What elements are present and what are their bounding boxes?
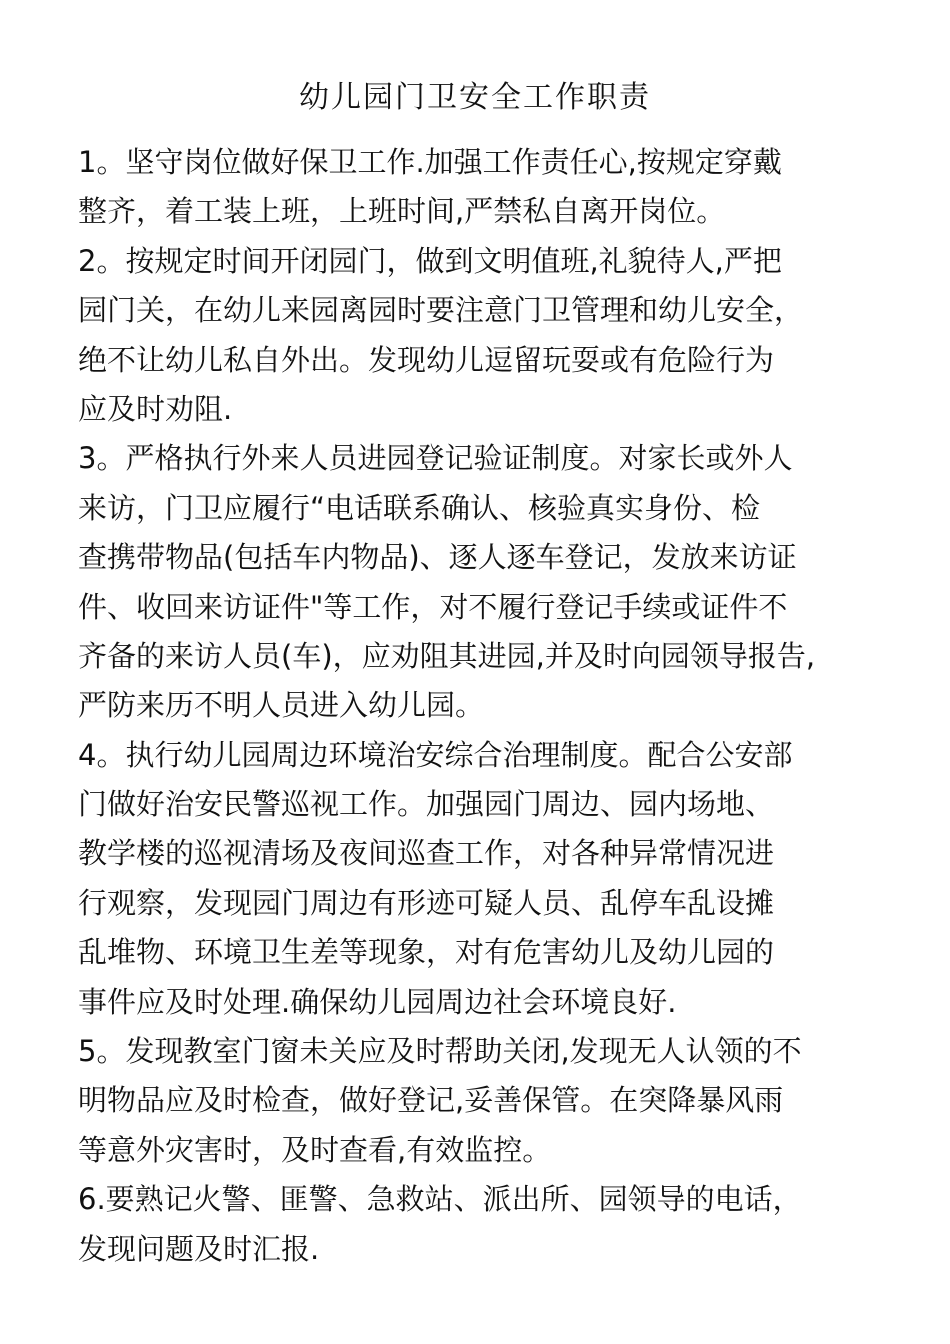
text-line: 等意外灾害时，及时查看,有效监控。 [78, 1132, 552, 1167]
text-line: 门做好治安民警巡视工作。加强园门周边、园内场地、 [78, 787, 775, 822]
document-body [78, 138, 898, 1274]
text-line: 事件应及时处理.确保幼儿园周边社会环境良好. [78, 984, 677, 1019]
text-line: 2。按规定时间开闭园门，做到文明值班,礼貌待人,严把 [78, 243, 782, 278]
text-line: 6.要熟记火警、匪警、急救站、派出所、园领导的电话， [78, 1182, 802, 1217]
text-line: 3。严格执行外来人员进园登记验证制度。对家长或外人 [78, 441, 793, 476]
text-line: 齐备的来访人员(车)，应劝阻其进园,并及时向园领导报告, [78, 638, 816, 673]
text-line: 整齐，着工装上班，上班时间,严禁私自离开岗位。 [78, 194, 726, 229]
text-line: 教学楼的巡视清场及夜间巡查工作，对各种异常情况进 [78, 836, 775, 871]
text-line: 发现问题及时汇报. [78, 1231, 320, 1266]
text-line: 明物品应及时检查，做好登记,妥善保管。在突降暴风雨 [78, 1083, 784, 1118]
document-title: 幼儿园门卫安全工作职责 [299, 80, 651, 115]
text-line: 查携带物品(包括车内物品)、逐人逐车登记，发放来访证 [78, 540, 797, 575]
text-line: 严防来历不明人员进入幼儿园。 [78, 688, 485, 723]
text-line: 园门关，在幼儿来园离园时要注意门卫管理和幼儿安全， [78, 293, 804, 328]
text-line: 绝不让幼儿私自外出。发现幼儿逗留玩耍或有危险行为 [78, 342, 775, 377]
text-line: 4。执行幼儿园周边环境治安综合治理制度。配合公安部 [78, 737, 793, 772]
text-line: 5。发现教室门窗未关应及时帮助关闭,发现无人认领的不 [78, 1034, 802, 1069]
text-line: 1。坚守岗位做好保卫工作.加强工作责任心,按规定穿戴 [78, 145, 782, 179]
text-line: 乱堆物、环境卫生差等现象，对有危害幼儿及幼儿园的 [78, 935, 775, 970]
text-line: 件、收回来访证件"等工作，对不履行登记手续或证件不 [78, 589, 788, 624]
text-line: 应及时劝阻. [78, 391, 233, 426]
text-line: 行观察，发现园门周边有形迹可疑人员、乱停车乱设摊 [78, 885, 775, 920]
text-line: 来访，门卫应履行“电话联系确认、核验真实身份、检 [78, 490, 761, 525]
